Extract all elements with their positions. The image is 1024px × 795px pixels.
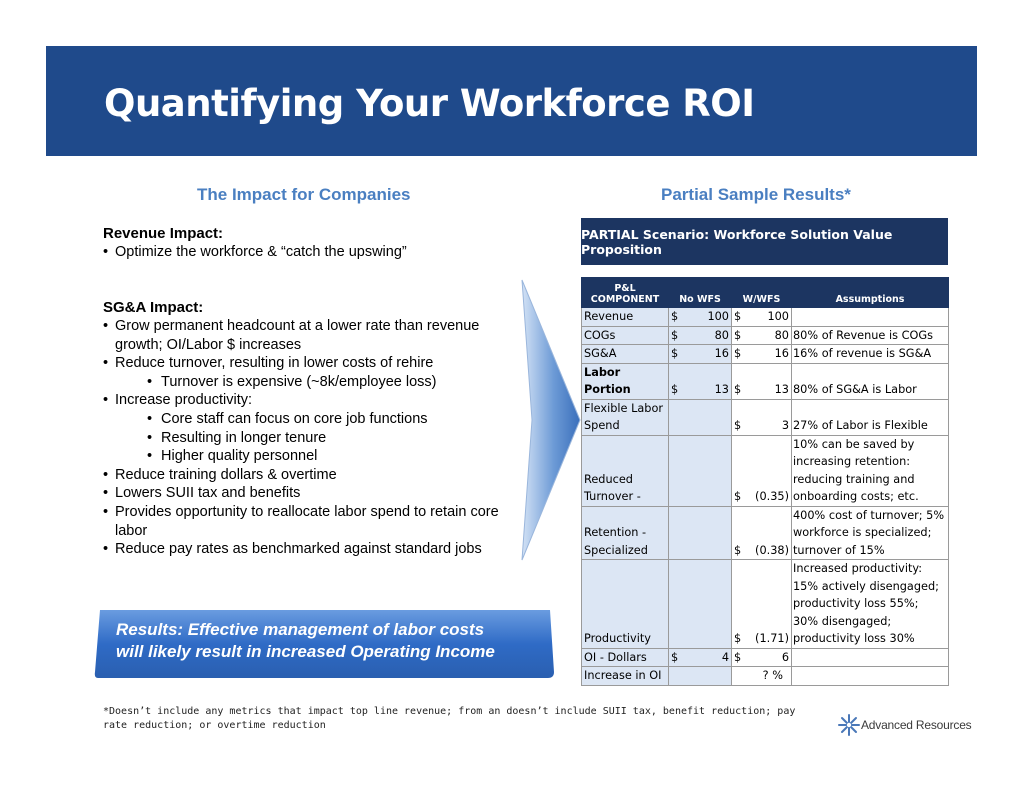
cell-wwfs-value: 13 bbox=[774, 383, 789, 396]
table-row bbox=[582, 435, 949, 506]
cell-component: Retention - Specialized bbox=[582, 506, 669, 560]
cell-wwfs-value: ? % bbox=[762, 669, 783, 682]
cell-nowfs-currency: $ bbox=[671, 650, 679, 664]
bullet-item bbox=[103, 466, 523, 485]
cell-wwfs bbox=[732, 648, 792, 667]
cell-wwfs-value: (1.71) bbox=[755, 632, 789, 645]
table-row bbox=[582, 667, 949, 686]
cell-nowfs-value: 4 bbox=[721, 650, 729, 664]
bullet-text: Reduce training dollars & overtime bbox=[115, 466, 337, 483]
sga-impact-list bbox=[103, 317, 523, 559]
bullet-icon: • bbox=[103, 466, 109, 483]
bullet-text: Grow permanent headcount at a lower rate than revenue growth; OI/Labor $ increases bbox=[115, 318, 480, 353]
table-row bbox=[582, 648, 949, 667]
cell-wwfs-value: 80 bbox=[774, 328, 789, 342]
table-row bbox=[582, 345, 949, 364]
bullet-item bbox=[103, 484, 523, 503]
cell-component: SG&A bbox=[582, 345, 669, 364]
results-statement: Results: Effective management of labor costs will likely result in increased Operating Income bbox=[116, 620, 495, 661]
cell-assumptions bbox=[792, 648, 949, 667]
cell-wwfs-currency: $ bbox=[734, 310, 742, 323]
cell-assumptions: 80% of Revenue is COGs bbox=[792, 326, 949, 345]
bullet-item bbox=[103, 429, 523, 448]
cell-wwfs-currency: $ bbox=[734, 383, 742, 396]
starburst-logo-icon bbox=[838, 714, 860, 736]
cell-wwfs bbox=[732, 363, 792, 399]
cell-assumptions: Increased productivity: 15% actively disengaged; productivity loss 55%; 30% disengaged; productivity loss 30% bbox=[792, 560, 949, 649]
cell-component: Labor Portion bbox=[582, 363, 669, 399]
cell-component: Revenue bbox=[582, 308, 669, 327]
cell-wwfs bbox=[732, 560, 792, 649]
bullet-item bbox=[103, 447, 523, 466]
bullet-text: Resulting in longer tenure bbox=[161, 429, 327, 446]
cell-wwfs-currency: $ bbox=[734, 543, 742, 557]
cell-wwfs-value: 6 bbox=[781, 650, 789, 664]
logo-text: Advanced Resources bbox=[861, 718, 972, 732]
cell-assumptions: 10% can be saved by increasing retention: reducing training and onboarding costs; etc. bbox=[792, 435, 949, 506]
table-row bbox=[582, 560, 949, 649]
cell-nowfs bbox=[669, 560, 732, 649]
cell-component: Productivity bbox=[582, 560, 669, 649]
header-nowfs: No WFS bbox=[669, 278, 732, 308]
cell-nowfs bbox=[669, 435, 732, 506]
page-title: Quantifying Your Workforce ROI bbox=[104, 82, 755, 125]
bullet-icon: • bbox=[147, 373, 153, 390]
cell-nowfs-value: 100 bbox=[707, 310, 729, 323]
sga-impact-title: SG&A Impact: bbox=[103, 299, 204, 316]
pl-table bbox=[581, 277, 949, 686]
table-row bbox=[582, 506, 949, 560]
bullet-icon: • bbox=[103, 392, 109, 409]
bullet-item bbox=[103, 317, 523, 354]
bullet-item bbox=[103, 354, 523, 373]
cell-nowfs-value: 16 bbox=[714, 347, 729, 360]
cell-wwfs-currency: $ bbox=[734, 328, 742, 342]
bullet-text: Reduce pay rates as benchmarked against standard jobs bbox=[115, 541, 482, 558]
right-arrow-icon bbox=[520, 278, 582, 562]
table-row bbox=[582, 363, 949, 399]
cell-wwfs bbox=[732, 435, 792, 506]
bullet-item bbox=[103, 243, 523, 262]
cell-wwfs bbox=[732, 667, 792, 686]
header-component: P&L COMPONENT bbox=[582, 278, 669, 308]
cell-nowfs-currency: $ bbox=[671, 328, 679, 342]
bullet-icon: • bbox=[103, 485, 109, 502]
cell-nowfs bbox=[669, 345, 732, 364]
cell-assumptions: 27% of Labor is Flexible bbox=[792, 399, 949, 435]
bullet-icon: • bbox=[147, 410, 153, 427]
bullet-icon: • bbox=[103, 355, 109, 372]
cell-wwfs-currency: $ bbox=[734, 632, 742, 645]
impact-heading: The Impact for Companies bbox=[197, 185, 411, 204]
cell-nowfs bbox=[669, 648, 732, 667]
cell-component: Increase in OI bbox=[582, 667, 669, 686]
bullet-item bbox=[103, 410, 523, 429]
header-assumptions: Assumptions bbox=[792, 278, 949, 308]
bullet-icon: • bbox=[147, 429, 153, 446]
cell-nowfs-currency: $ bbox=[671, 310, 679, 323]
cell-wwfs-value: (0.35) bbox=[755, 490, 789, 503]
revenue-impact-title: Revenue Impact: bbox=[103, 225, 224, 242]
cell-nowfs-value: 13 bbox=[714, 383, 729, 396]
bullet-text: Higher quality personnel bbox=[161, 448, 318, 465]
footnote: *Doesn’t include any metrics that impact top line revenue; from an doesn’t include SUII tax, benefit reduction; pay rate reduction; or overtime reduction bbox=[103, 706, 796, 731]
cell-component: OI - Dollars bbox=[582, 648, 669, 667]
cell-assumptions bbox=[792, 308, 949, 327]
bullet-item bbox=[103, 503, 523, 540]
cell-wwfs-value: 100 bbox=[767, 310, 789, 323]
revenue-impact-list bbox=[103, 243, 523, 262]
scenario-title: PARTIAL Scenario: Workforce Solution Value Proposition bbox=[581, 218, 948, 265]
bullet-text: Lowers SUII tax and benefits bbox=[115, 485, 301, 502]
cell-component: Flexible Labor Spend bbox=[582, 399, 669, 435]
table-row bbox=[582, 308, 949, 327]
bullet-text: Optimize the workforce & “catch the upswing” bbox=[115, 244, 407, 260]
cell-wwfs-value: (0.38) bbox=[755, 543, 789, 557]
cell-wwfs bbox=[732, 326, 792, 345]
cell-nowfs bbox=[669, 308, 732, 327]
bullet-item bbox=[103, 540, 523, 559]
results-heading: Partial Sample Results* bbox=[661, 185, 851, 204]
bullet-item bbox=[103, 391, 523, 410]
bullet-text: Reduce turnover, resulting in lower costs of rehire bbox=[115, 355, 434, 372]
table-row bbox=[582, 399, 949, 435]
cell-wwfs-value: 3 bbox=[781, 419, 789, 432]
cell-nowfs-currency: $ bbox=[671, 347, 679, 360]
bullet-item bbox=[103, 373, 523, 392]
cell-assumptions: 80% of SG&A is Labor bbox=[792, 363, 949, 399]
bullet-icon: • bbox=[103, 318, 109, 334]
bullet-icon: • bbox=[103, 541, 109, 558]
cell-nowfs bbox=[669, 667, 732, 686]
cell-assumptions: 16% of revenue is SG&A bbox=[792, 345, 949, 364]
cell-wwfs bbox=[732, 399, 792, 435]
cell-wwfs bbox=[732, 506, 792, 560]
bullet-text: Provides opportunity to reallocate labor spend to retain core labor bbox=[115, 503, 499, 539]
cell-nowfs bbox=[669, 363, 732, 399]
cell-wwfs bbox=[732, 345, 792, 364]
cell-nowfs bbox=[669, 399, 732, 435]
bullet-icon: • bbox=[103, 244, 109, 260]
cell-assumptions: 400% cost of turnover; 5% workforce is specialized; turnover of 15% bbox=[792, 506, 949, 560]
bullet-text: Turnover is expensive (~8k/employee loss) bbox=[161, 373, 437, 390]
cell-nowfs bbox=[669, 506, 732, 560]
table-row bbox=[582, 326, 949, 345]
cell-wwfs-currency: $ bbox=[734, 490, 742, 503]
bullet-text: Core staff can focus on core job functions bbox=[161, 410, 428, 427]
header-wwfs: W/WFS bbox=[732, 278, 792, 308]
cell-nowfs bbox=[669, 326, 732, 345]
bullet-icon: • bbox=[147, 448, 153, 465]
cell-component: Reduced Turnover - bbox=[582, 435, 669, 506]
cell-wwfs-currency: $ bbox=[734, 347, 742, 360]
cell-nowfs-value: 80 bbox=[714, 328, 729, 342]
bullet-text: Increase productivity: bbox=[115, 392, 253, 409]
cell-wwfs-value: 16 bbox=[774, 347, 789, 360]
cell-component: COGs bbox=[582, 326, 669, 345]
cell-wwfs-currency: $ bbox=[734, 419, 742, 432]
cell-nowfs-currency: $ bbox=[671, 383, 679, 396]
cell-wwfs-currency: $ bbox=[734, 650, 742, 664]
bullet-icon: • bbox=[103, 503, 109, 520]
cell-wwfs bbox=[732, 308, 792, 327]
cell-assumptions bbox=[792, 667, 949, 686]
title-banner bbox=[46, 46, 977, 156]
